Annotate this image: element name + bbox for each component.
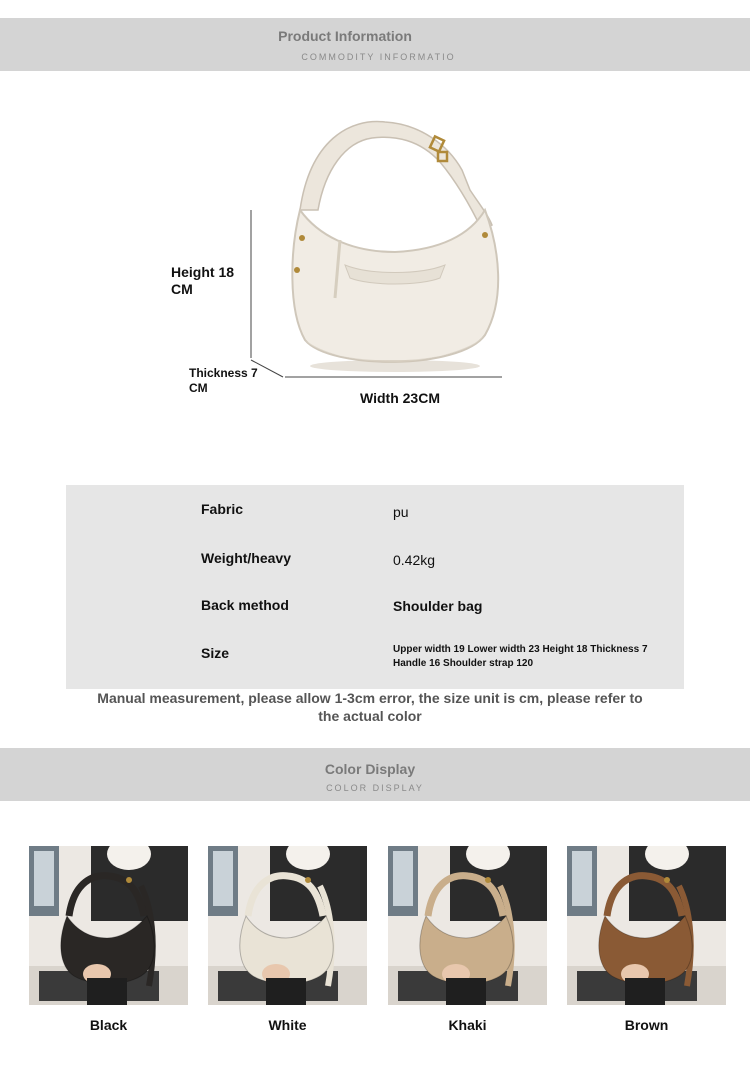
width-label: Width 23CM	[360, 390, 440, 406]
color-photo-brown	[567, 846, 726, 1005]
thickness-label: Thickness 7 CM	[189, 366, 258, 395]
spec-label-weight: Weight/heavy	[201, 550, 291, 566]
color-photo-white	[208, 846, 367, 1005]
product-info-subtitle: COMMODITY INFORMATIO	[301, 52, 456, 62]
color-name-brown: Brown	[624, 1017, 669, 1033]
spec-value-back-method: Shoulder bag	[393, 598, 483, 614]
main-bag-illustration	[0, 100, 750, 410]
measurement-note: Manual measurement, please allow 1-3cm error, the size unit is cm, please refer to the actual color	[97, 690, 643, 724]
color-display-title: Color Display	[324, 761, 416, 777]
spec-value-size: Upper width 19 Lower width 23 Height 18 Thickness 7 Handle 16 Shoulder strap 120	[393, 644, 648, 669]
color-photo-black	[29, 846, 188, 1005]
height-label: Height 18 CM	[171, 264, 235, 297]
color-display-subtitle: COLOR DISPLAY	[326, 783, 424, 793]
product-info-header	[0, 18, 750, 71]
spec-label-fabric: Fabric	[201, 501, 244, 517]
color-display-header	[0, 748, 750, 801]
spec-label-size: Size	[201, 645, 230, 661]
spec-value-weight: 0.42kg	[393, 552, 436, 568]
spec-label-back-method: Back method	[201, 597, 289, 613]
spec-table	[66, 485, 684, 689]
color-name-khaki: Khaki	[448, 1017, 487, 1033]
spec-value-fabric: pu	[393, 504, 409, 520]
color-name-white: White	[268, 1017, 307, 1033]
color-name-black: Black	[89, 1017, 128, 1033]
color-photo-khaki	[388, 846, 547, 1005]
product-info-title: Product Information	[278, 28, 412, 44]
